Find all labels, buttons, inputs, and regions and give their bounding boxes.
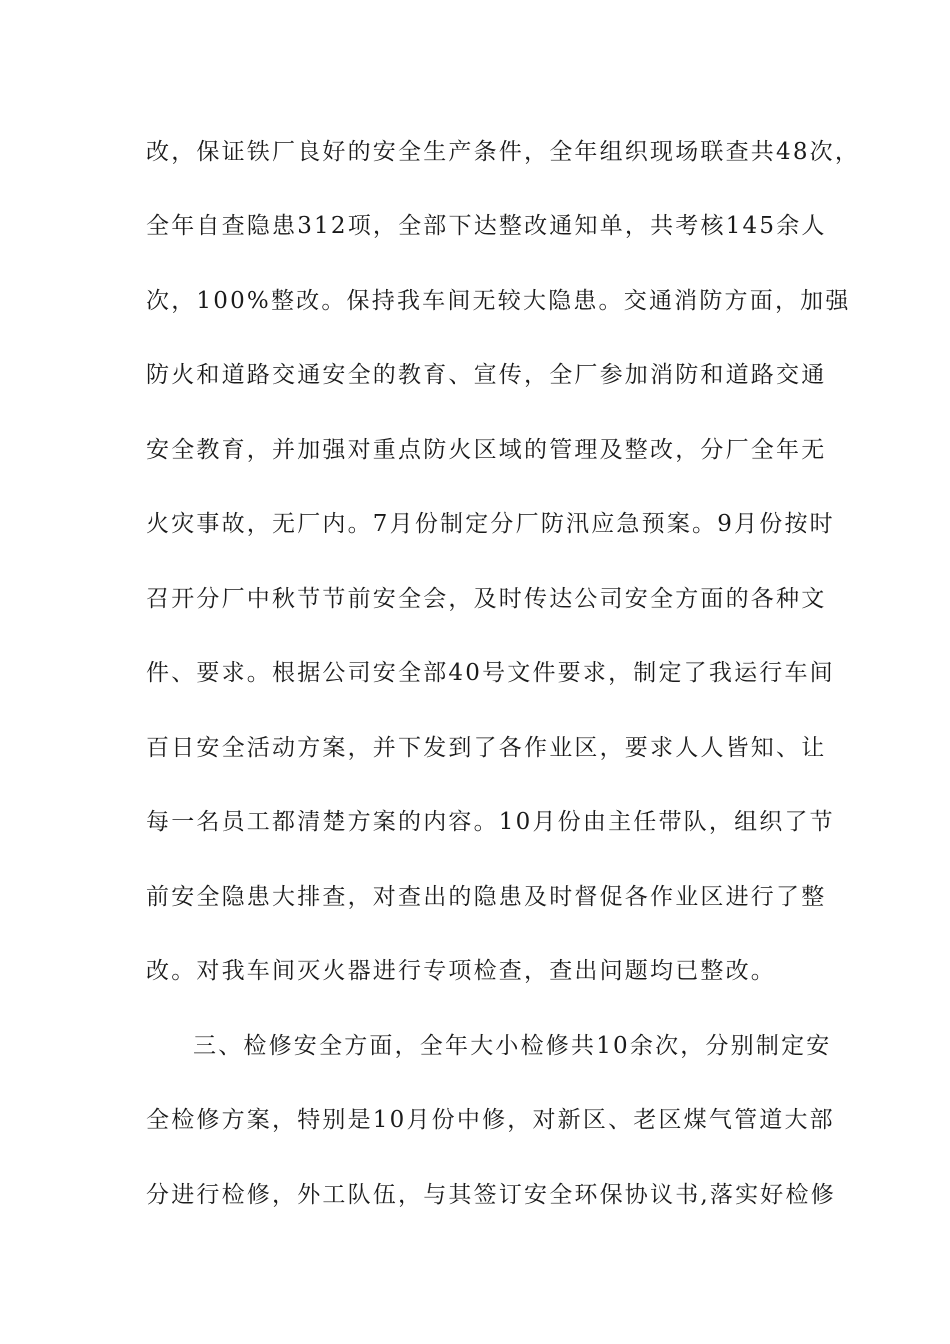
text-line-9: 百日安全活动方案，并下发到了各作业区，要求人人皆知、让: [146, 735, 827, 761]
text-line-2: 全年自查隐患312项，全部下达整改通知单，共考核145余人: [146, 213, 827, 239]
text-line-5: 安全教育，并加强对重点防火区域的管理及整改，分厂全年无: [146, 437, 827, 463]
text-line-14: 全检修方案，特别是10月份中修，对新区、老区煤气管道大部: [146, 1107, 835, 1133]
text-line-4: 防火和道路交通安全的教育、宣传，全厂参加消防和道路交通: [146, 362, 827, 388]
text-line-11: 前安全隐患大排查，对查出的隐患及时督促各作业区进行了整: [146, 884, 827, 910]
text-line-15: 分进行检修，外工队伍，与其签订安全环保协议书,落实好检修: [146, 1182, 836, 1208]
text-line-10: 每一名员工都清楚方案的内容。10月份由主任带队，组织了节: [146, 809, 835, 835]
text-line-1: 改，保证铁厂良好的安全生产条件，全年组织现场联查共48次，: [146, 139, 861, 165]
paragraph-start-line: 三、检修安全方面，全年大小检修共10余次，分别制定安: [193, 1033, 832, 1059]
text-line-7: 召开分厂中秋节节前安全会，及时传达公司安全方面的各种文: [146, 586, 827, 612]
text-line-8: 件、要求。根据公司安全部40号文件要求，制定了我运行车间: [146, 660, 835, 686]
text-line-3: 次，100%整改。保持我车间无较大隐患。交通消防方面，加强: [146, 288, 851, 314]
text-line-6: 火灾事故，无厂内。7月份制定分厂防汛应急预案。9月份按时: [146, 511, 835, 537]
text-line-12: 改。对我车间灭火器进行专项检查，查出问题均已整改。: [146, 958, 776, 984]
